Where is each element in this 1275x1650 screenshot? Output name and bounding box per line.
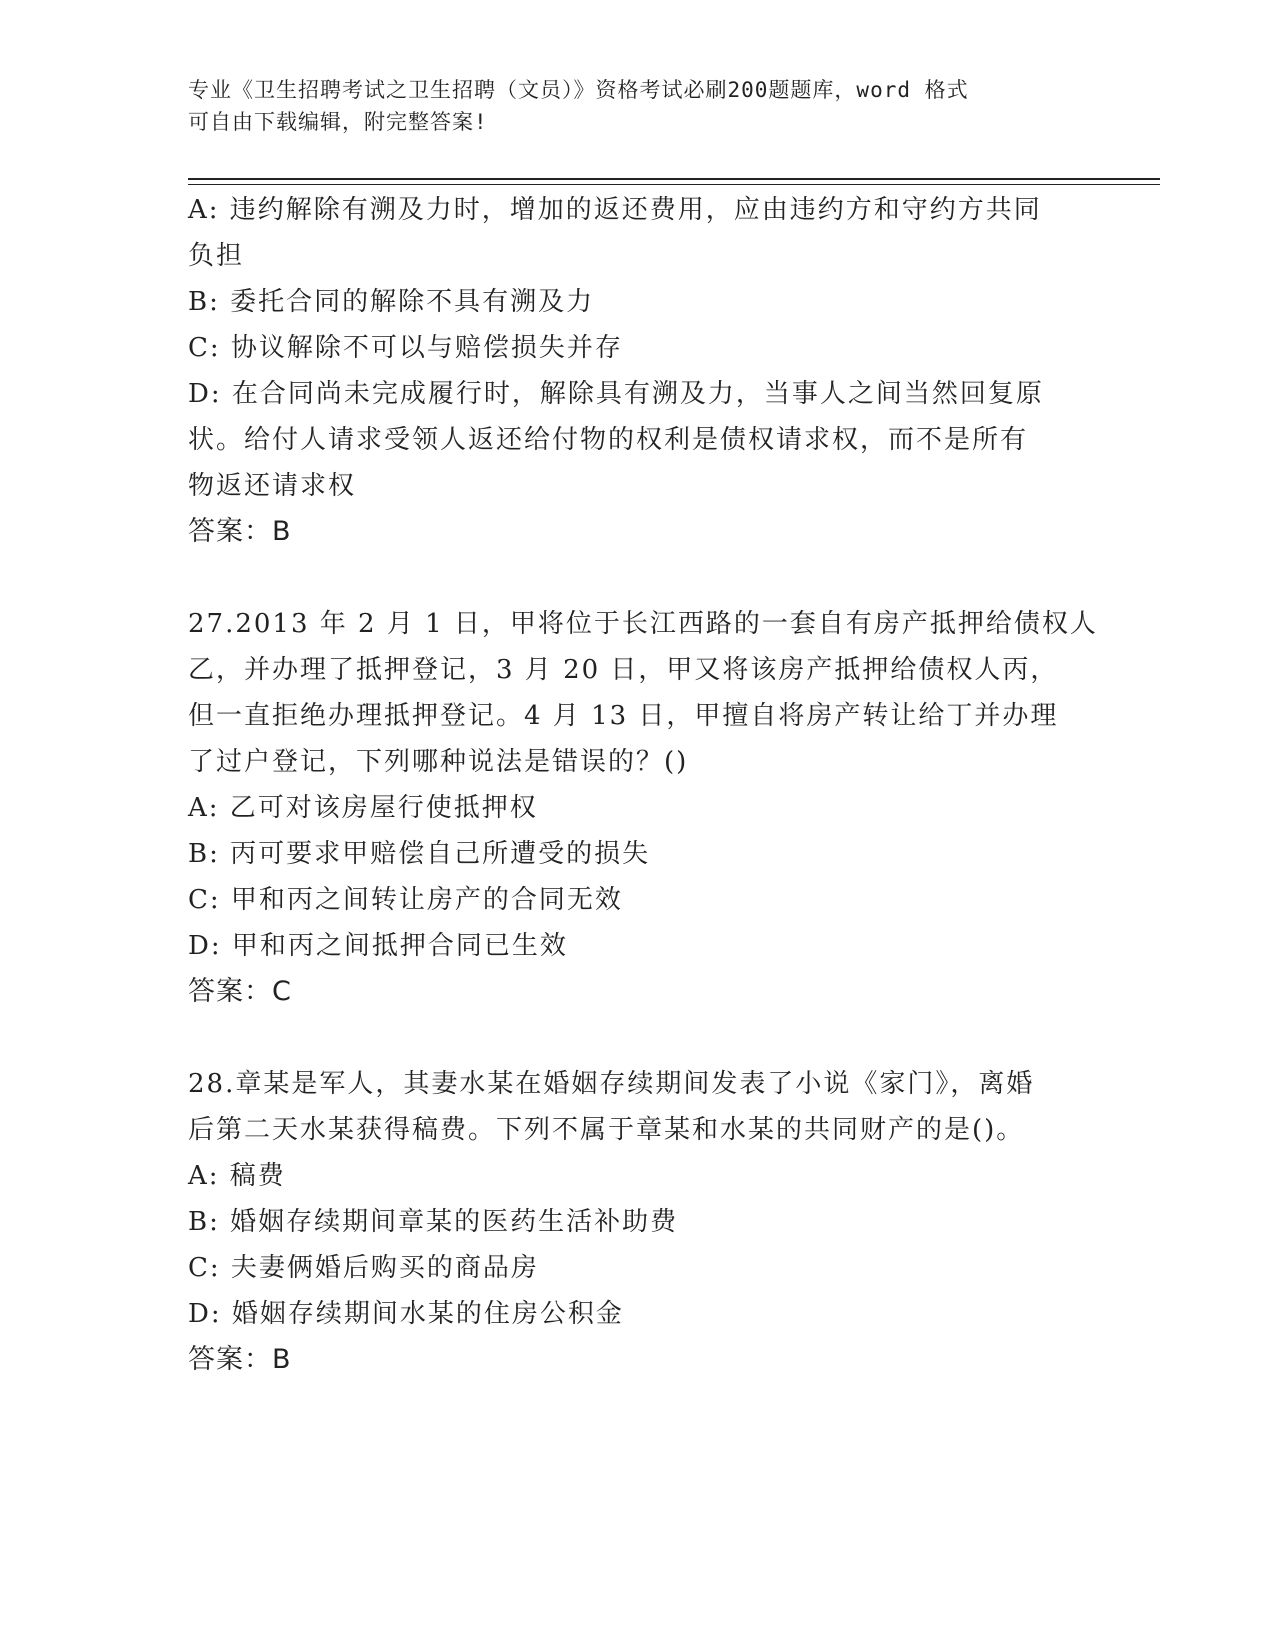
- question-spacer: [188, 555, 1088, 601]
- option-a-line1: A: 违约解除有溯及力时，增加的返还费用，应由违约方和守约方共同: [188, 195, 1042, 225]
- question-stem-line2: 乙，并办理了抵押登记，3 月 20 日，甲又将该房产抵押给债权人丙，: [188, 655, 1059, 685]
- question-stem-line1: 28.章某是军人，其妻水某在婚姻存续期间发表了小说《家门》，离婚: [188, 1069, 1035, 1099]
- question-stem-line2: 后第二天水某获得稿费。下列不属于章某和水某的共同财产的是()。: [188, 1115, 1025, 1145]
- question-stem-line4: 了过户登记，下列哪种说法是错误的？(): [188, 747, 689, 777]
- question-26: [188, 187, 1088, 555]
- option-d: D: 甲和丙之间抵押合同已生效: [188, 931, 568, 961]
- answer-label: 答案：C: [188, 976, 292, 1007]
- option-c: C: 协议解除不可以与赔偿损失并存: [188, 333, 623, 363]
- question-28: [188, 1061, 1088, 1383]
- header-divider-thin: [188, 184, 1160, 185]
- question-spacer: [188, 1015, 1088, 1061]
- option-d-line2: 状。给付人请求受领人返还给付物的权利是债权请求权，而不是所有: [188, 425, 1029, 455]
- option-a-line2: 负担: [188, 241, 245, 271]
- option-c: C: 甲和丙之间转让房产的合同无效: [188, 885, 623, 915]
- answer-label: 答案：B: [188, 516, 292, 547]
- option-b: B: 委托合同的解除不具有溯及力: [188, 287, 595, 317]
- header-divider-thick: [188, 178, 1160, 180]
- answer-label: 答案：B: [188, 1344, 292, 1375]
- question-content: [188, 187, 1098, 1383]
- option-d-line1: D: 在合同尚未完成履行时，解除具有溯及力，当事人之间当然回复原: [188, 379, 1044, 409]
- document-header: [188, 74, 1068, 138]
- option-d-line3: 物返还请求权: [188, 471, 357, 501]
- option-d: D: 婚姻存续期间水某的住房公积金: [188, 1299, 624, 1329]
- question-stem-line3: 但一直拒绝办理抵押登记。4 月 13 日，甲擅自将房产转让给丁并办理: [188, 701, 1059, 731]
- option-b: B: 婚姻存续期间章某的医药生活补助费: [188, 1207, 679, 1237]
- question-27: [188, 601, 1098, 1015]
- option-b: B: 丙可要求甲赔偿自己所遭受的损失: [188, 839, 651, 869]
- option-a: A: 稿费: [188, 1161, 286, 1191]
- header-title-line1: 专业《卫生招聘考试之卫生招聘（文员）》资格考试必刷200题题库，word 格式: [188, 78, 969, 102]
- question-stem-line1: 27.2013 年 2 月 1 日，甲将位于长江西路的一套自有房产抵押给债权人: [188, 609, 1098, 639]
- header-title-line2: 可自由下载编辑，附完整答案!: [188, 110, 488, 134]
- option-a: A: 乙可对该房屋行使抵押权: [188, 793, 538, 823]
- option-c: C: 夫妻俩婚后购买的商品房: [188, 1253, 539, 1283]
